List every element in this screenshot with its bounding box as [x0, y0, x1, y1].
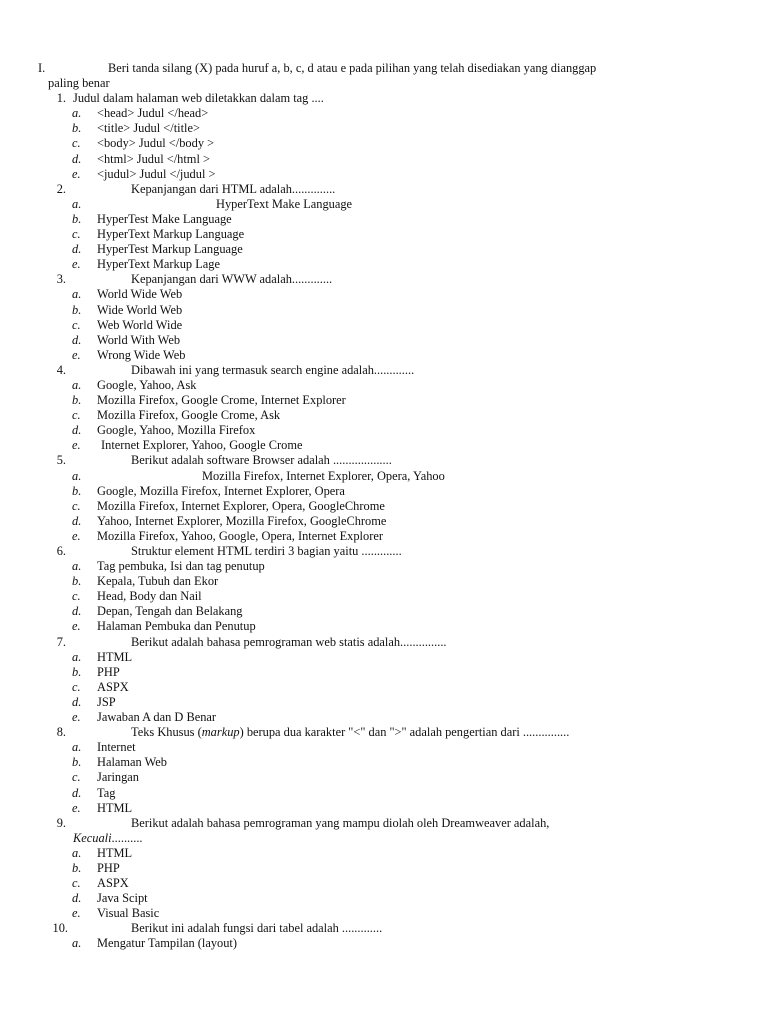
option-text: Jawaban A dan D Benar — [97, 710, 217, 725]
option-letter: e. — [72, 257, 81, 272]
option-letter: d. — [72, 513, 82, 528]
option-text: Mozilla Firefox, Internet Explorer, Opera, Yahoo — [202, 468, 445, 483]
option-letter: a. — [72, 649, 82, 664]
question-number: 6. — [56, 544, 66, 558]
option-letter: c. — [72, 317, 81, 332]
option[interactable] — [0, 680, 768, 695]
option-text: HTML — [97, 845, 133, 860]
question-line — [0, 816, 768, 831]
question-line-continuation — [0, 831, 768, 846]
option-text: Jaringan — [97, 770, 139, 785]
option[interactable] — [0, 906, 768, 921]
question-number: 9. — [56, 815, 66, 830]
option-text: World Wide Web — [97, 287, 183, 302]
option[interactable] — [0, 484, 768, 499]
question-line — [0, 453, 768, 468]
option[interactable] — [0, 891, 768, 906]
option-text: Mozilla Firefox, Internet Explorer, Opera, GoogleChrome — [97, 498, 385, 513]
question-text: Kepanjangan dari WWW adalah............. — [131, 272, 333, 287]
option[interactable] — [0, 589, 768, 604]
question-5 — [0, 453, 768, 544]
option[interactable] — [0, 770, 768, 785]
option-letter: c. — [72, 136, 81, 151]
option-text: ASPX — [97, 876, 129, 891]
question-number: 8. — [56, 725, 66, 740]
option-letter: d. — [72, 332, 82, 347]
option[interactable] — [0, 303, 768, 318]
option-text: PHP — [97, 664, 120, 679]
question-3 — [0, 272, 768, 363]
option-text: HTML — [97, 649, 133, 664]
option[interactable] — [0, 408, 768, 423]
option-text: Depan, Tengah dan Belakang — [97, 604, 243, 619]
option-letter: a. — [72, 845, 82, 860]
option-text: <title> Judul </title> — [97, 121, 200, 136]
option[interactable] — [0, 136, 768, 151]
question-9 — [0, 816, 768, 922]
section-heading — [0, 61, 768, 76]
option-letter: d. — [72, 785, 82, 800]
question-text — [131, 725, 569, 740]
option[interactable] — [0, 755, 768, 770]
question-line — [0, 725, 768, 740]
option[interactable] — [0, 152, 768, 167]
option[interactable] — [0, 393, 768, 408]
option-text: Java Scipt — [97, 891, 148, 906]
section-instruction: Beri tanda silang (X) pada huruf a, b, c, d atau e pada pilihan yang telah disediakan yang dianggap — [108, 61, 597, 75]
option[interactable] — [0, 257, 768, 272]
option-text: JSP — [97, 694, 116, 709]
option-text: Mozilla Firefox, Yahoo, Google, Opera, Internet Explorer — [97, 528, 383, 543]
option[interactable] — [0, 378, 768, 393]
option-text: Internet Explorer, Yahoo, Google Crome — [101, 438, 303, 453]
section-instruction-cont: paling benar — [48, 76, 110, 91]
option[interactable] — [0, 710, 768, 725]
question-text-italic: markup — [201, 725, 240, 740]
option-letter: e. — [72, 166, 81, 181]
option-text: Tag pembuka, Isi dan tag penutup — [97, 559, 265, 574]
question-number: 7. — [56, 634, 66, 649]
section-heading-continuation — [0, 76, 768, 91]
option[interactable] — [0, 574, 768, 589]
option-letter: d. — [72, 242, 82, 257]
option[interactable] — [0, 212, 768, 227]
option-text: HyperTest Markup Language — [97, 242, 243, 257]
question-dots: .......... — [111, 830, 143, 845]
option-text: Tag — [97, 785, 116, 800]
question-text-cont — [73, 831, 143, 846]
question-text: Berikut adalah bahasa pemrograman web statis adalah............... — [131, 634, 447, 649]
option-letter: a. — [72, 468, 82, 483]
question-number: 2. — [56, 181, 66, 196]
option[interactable] — [0, 846, 768, 861]
option[interactable] — [0, 650, 768, 665]
option-letter: a. — [72, 196, 82, 211]
option-text: <body> Judul </body > — [97, 136, 215, 151]
question-text: Berikut adalah bahasa pemrograman yang mampu diolah oleh Dreamweaver adalah, — [131, 815, 550, 830]
question-kecuali: Kecuali — [73, 830, 112, 845]
option[interactable] — [0, 469, 768, 484]
option[interactable] — [0, 740, 768, 755]
question-text-post: ) berupa dua karakter "<" dan ">" adalah pengertian dari ............... — [239, 725, 570, 740]
option[interactable] — [0, 514, 768, 529]
question-line — [0, 182, 768, 197]
question-text: Berikut adalah software Browser adalah ................... — [131, 453, 392, 468]
question-line — [0, 272, 768, 287]
option-text: Google, Yahoo, Ask — [97, 377, 197, 392]
option-letter: a. — [72, 740, 82, 755]
option-text: Wrong Wide Web — [97, 347, 186, 362]
option-letter: e. — [72, 800, 81, 815]
option[interactable] — [0, 227, 768, 242]
question-text: Berikut ini adalah fungsi dari tabel adalah ............. — [131, 921, 383, 936]
option-text: Kepala, Tubuh dan Ekor — [97, 574, 219, 589]
question-text-pre: Teks Khusus ( — [131, 725, 202, 740]
question-7 — [0, 635, 768, 726]
question-text: Judul dalam halaman web diletakkan dalam tag .... — [73, 91, 324, 106]
option[interactable] — [0, 438, 768, 453]
option-text: Wide World Web — [97, 302, 183, 317]
option-text: ASPX — [97, 679, 129, 694]
option-letter: d. — [72, 604, 82, 619]
question-2 — [0, 182, 768, 273]
option-letter: c. — [72, 227, 81, 242]
option-text: <head> Judul </head> — [97, 106, 209, 121]
question-line — [0, 921, 768, 936]
option-text: Mozilla Firefox, Google Crome, Internet Explorer — [97, 393, 346, 408]
option[interactable] — [0, 604, 768, 619]
question-line — [0, 363, 768, 378]
option-letter: c. — [72, 589, 81, 604]
question-number: 1. — [56, 91, 66, 106]
question-number: 10. — [52, 921, 68, 936]
option-text: Mengatur Tampilan (layout) — [97, 936, 237, 951]
question-4 — [0, 363, 768, 454]
question-10 — [0, 921, 768, 951]
option[interactable] — [0, 619, 768, 634]
option-text: HTML — [97, 800, 133, 815]
option-letter: e. — [72, 438, 81, 453]
question-text: Kepanjangan dari HTML adalah.............. — [131, 181, 336, 196]
option[interactable] — [0, 876, 768, 891]
option-letter: b. — [72, 664, 82, 679]
option[interactable] — [0, 529, 768, 544]
option-text: <html> Judul </html > — [97, 151, 210, 166]
option-letter: d. — [72, 151, 82, 166]
option-letter: c. — [72, 876, 81, 891]
question-8 — [0, 725, 768, 816]
option[interactable] — [0, 242, 768, 257]
option-letter: a. — [72, 287, 82, 302]
document-page — [0, 61, 768, 952]
option-letter: b. — [72, 574, 82, 589]
option-letter: d. — [72, 423, 82, 438]
question-line — [0, 91, 768, 106]
option[interactable] — [0, 936, 768, 951]
question-line — [0, 544, 768, 559]
option-letter: b. — [72, 755, 82, 770]
option-letter: b. — [72, 483, 82, 498]
option-text: Visual Basic — [97, 906, 160, 921]
option-letter: d. — [72, 891, 82, 906]
question-number: 3. — [56, 272, 66, 287]
section-number: I. — [38, 61, 46, 75]
option-letter: b. — [72, 302, 82, 317]
option[interactable] — [0, 287, 768, 302]
option-letter: c. — [72, 408, 81, 423]
option-letter: b. — [72, 860, 82, 875]
option-letter: d. — [72, 694, 82, 709]
option-text: <judul> Judul </judul > — [97, 166, 216, 181]
question-line — [0, 635, 768, 650]
option[interactable] — [0, 559, 768, 574]
option-text: Google, Yahoo, Mozilla Firefox — [97, 423, 256, 438]
option-letter: c. — [72, 770, 81, 785]
option-text: HyperText Markup Lage — [97, 257, 220, 272]
question-text: Dibawah ini yang termasuk search engine adalah............. — [131, 362, 415, 377]
question-6 — [0, 544, 768, 635]
option-letter: e. — [72, 906, 81, 921]
option-text: HyperText Markup Language — [97, 227, 245, 242]
question-text: Struktur element HTML terdiri 3 bagian yaitu ............. — [131, 544, 402, 558]
option[interactable] — [0, 318, 768, 333]
question-1 — [0, 91, 768, 182]
option-text: PHP — [97, 860, 120, 875]
option-text: Internet — [97, 740, 136, 755]
option-text: Yahoo, Internet Explorer, Mozilla Firefox, GoogleChrome — [97, 513, 387, 528]
option[interactable] — [0, 861, 768, 876]
option[interactable] — [0, 348, 768, 363]
option-letter: e. — [72, 710, 81, 725]
option[interactable] — [0, 167, 768, 182]
option-text: Web World Wide — [97, 317, 183, 332]
option[interactable] — [0, 665, 768, 680]
option-letter: b. — [72, 393, 82, 408]
option-text: Head, Body dan Nail — [97, 589, 202, 604]
option-letter: c. — [72, 498, 81, 513]
option[interactable] — [0, 423, 768, 438]
option-text: Halaman Pembuka dan Penutup — [97, 619, 256, 634]
option-text: HyperText Make Language — [216, 196, 353, 211]
option-letter: b. — [72, 121, 82, 136]
option-text: HyperTest Make Language — [97, 211, 232, 226]
option[interactable] — [0, 197, 768, 212]
option[interactable] — [0, 121, 768, 136]
option-letter: a. — [72, 106, 82, 121]
option[interactable] — [0, 801, 768, 816]
option[interactable] — [0, 106, 768, 121]
question-number: 5. — [56, 453, 66, 468]
option[interactable] — [0, 695, 768, 710]
question-number: 4. — [56, 362, 66, 377]
option-text: Mozilla Firefox, Google Crome, Ask — [97, 408, 281, 423]
option-letter: a. — [72, 559, 82, 574]
option-text: Halaman Web — [97, 755, 167, 770]
option-letter: e. — [72, 619, 81, 634]
option[interactable] — [0, 333, 768, 348]
option-letter: b. — [72, 211, 82, 226]
option-letter: c. — [72, 679, 81, 694]
option-text: Google, Mozilla Firefox, Internet Explorer, Opera — [97, 483, 345, 498]
option[interactable] — [0, 786, 768, 801]
option-letter: a. — [72, 936, 82, 951]
option-letter: a. — [72, 377, 82, 392]
option[interactable] — [0, 499, 768, 514]
option-letter: e. — [72, 347, 81, 362]
option-text: World With Web — [97, 332, 181, 347]
option-letter: e. — [72, 528, 81, 543]
